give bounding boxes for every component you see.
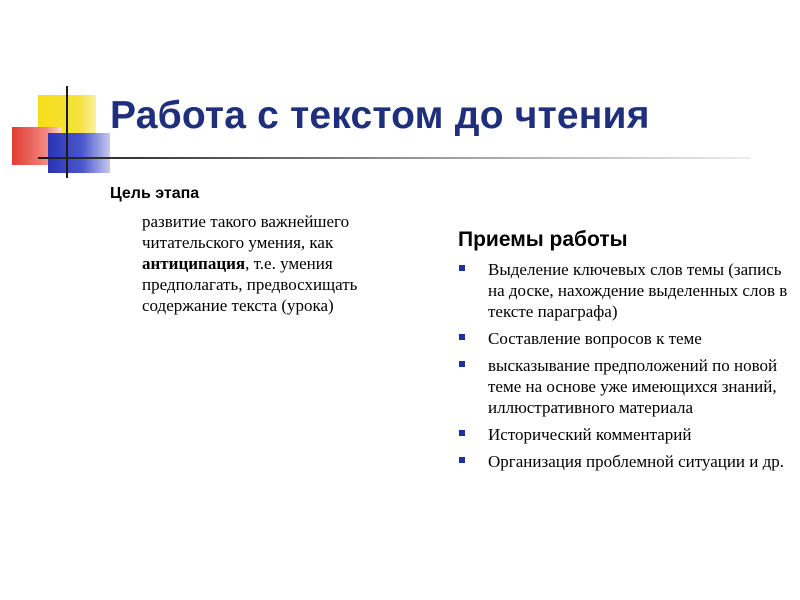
methods-item-text: высказывание предположений по новой теме на основе уже имеющихся знаний, иллюстративного материала	[488, 356, 778, 417]
methods-list-item	[458, 451, 788, 472]
methods-item-text: Составление вопросов к теме	[488, 329, 702, 348]
methods-item-text: Выделение ключевых слов темы (запись на доске, нахождение выделенных слов в тексте параграфа)	[488, 260, 788, 321]
methods-item-text: Исторический комментарий	[488, 425, 692, 444]
methods-list-item	[458, 424, 788, 445]
methods-item-text: Организация проблемной ситуации и др.	[488, 452, 785, 471]
title-underline	[38, 157, 750, 159]
goal-text	[142, 211, 432, 316]
goal-label: Цель этапа	[110, 185, 200, 202]
decorative-vertical-line	[66, 86, 68, 178]
decorative-blue-square	[48, 133, 110, 173]
square-bullet-icon	[459, 361, 465, 367]
goal-term: антиципация	[142, 254, 246, 273]
square-bullet-icon	[459, 430, 465, 436]
square-bullet-icon	[459, 457, 465, 463]
methods-list	[458, 259, 788, 478]
methods-heading: Приемы работы	[458, 228, 628, 251]
methods-list-item	[458, 355, 788, 418]
methods-list-item	[458, 259, 788, 322]
square-bullet-icon	[459, 334, 465, 340]
square-bullet-icon	[459, 265, 465, 271]
slide-title: Работа с текстом до чтения	[110, 94, 650, 137]
goal-text-after: , т.е. умения предполагать, предвосхищать содержание текста (урока)	[142, 254, 358, 315]
goal-text-before: развитие такого важнейшего читательского умения, как	[142, 212, 350, 252]
methods-list-item	[458, 328, 788, 349]
